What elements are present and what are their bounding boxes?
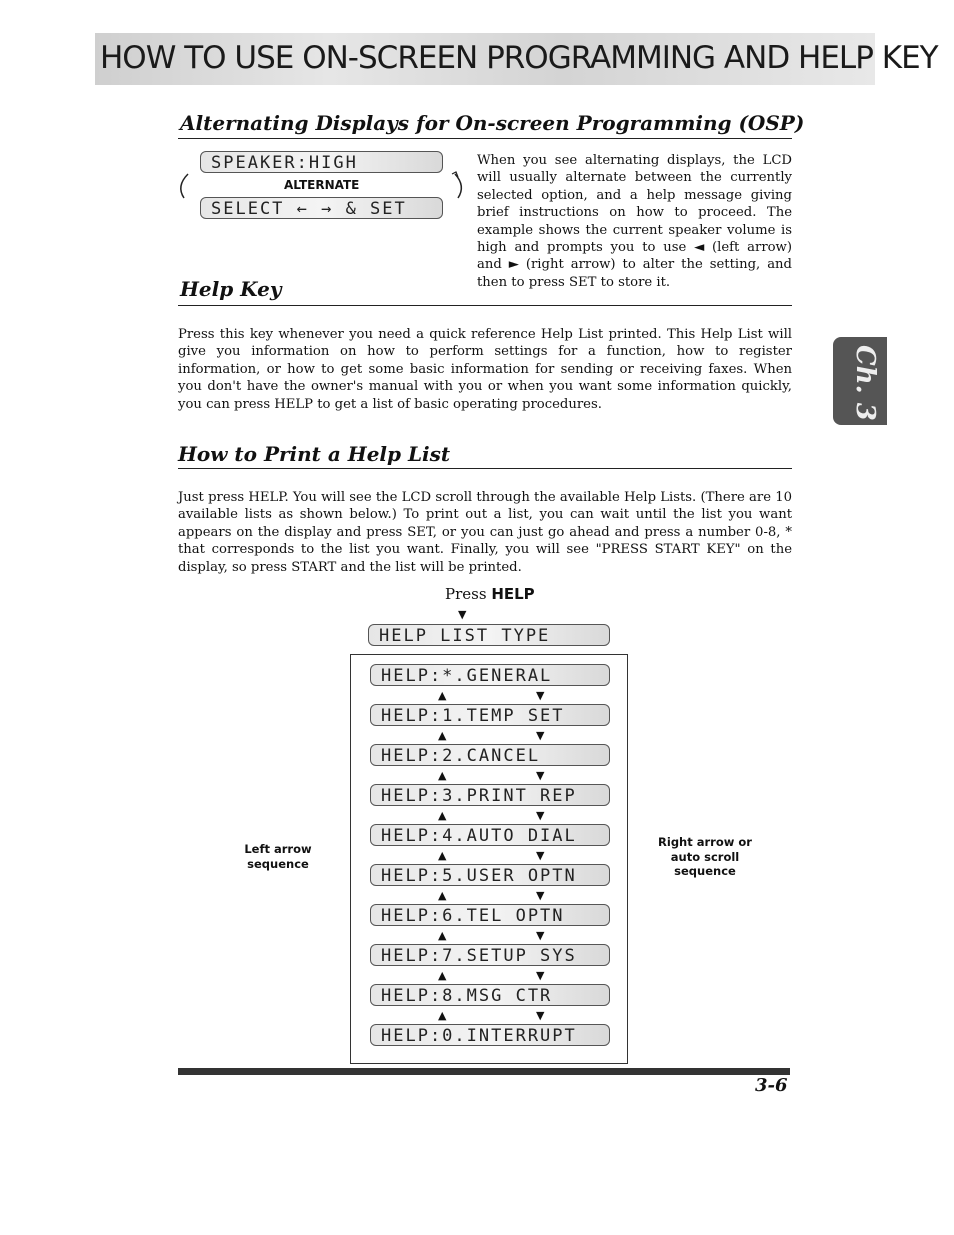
lcd-help-item: HELP:7.SETUP SYS: [370, 944, 610, 966]
up-arrow-icon: ▲: [438, 929, 447, 942]
down-arrow-icon: ▼: [536, 929, 545, 942]
lcd-select-set: SELECT ← → & SET: [200, 197, 443, 219]
lcd-help-item: HELP:5.USER OPTN: [370, 864, 610, 886]
lcd-help-item: HELP:2.CANCEL: [370, 744, 610, 766]
header-title: HOW TO USE ON-SCREEN PROGRAMMING AND HELP KEY: [100, 40, 938, 76]
down-arrow-icon: ▼: [536, 849, 545, 862]
up-arrow-icon: ▲: [438, 1009, 447, 1022]
lcd-help-item: HELP:8.MSG CTR: [370, 984, 610, 1006]
lcd-help-item: HELP:0.INTERRUPT: [370, 1024, 610, 1046]
down-arrow-icon: ▼: [536, 889, 545, 902]
page-number: 3-6: [755, 1075, 788, 1096]
lcd-help-item: HELP:6.TEL OPTN: [370, 904, 610, 926]
press-key-help: HELP: [491, 585, 535, 603]
lcd-help-item: HELP:3.PRINT REP: [370, 784, 610, 806]
down-arrow-icon: ▼: [536, 729, 545, 742]
help-key-rule: [178, 305, 792, 306]
osp-section-title: Alternating Displays for On-screen Programming (OSP): [180, 111, 805, 135]
help-key-title: Help Key: [180, 277, 282, 301]
down-arrow-icon: ▼: [536, 969, 545, 982]
up-arrow-icon: ▲: [438, 729, 447, 742]
up-arrow-icon: ▲: [438, 769, 447, 782]
left-arrow-caption: Left arrow sequence: [244, 842, 312, 871]
chapter-tab-label: Ch. 3: [850, 345, 880, 421]
right-arrow-caption: Right arrow or auto scroll sequence: [658, 835, 752, 878]
print-list-body: Just press HELP. You will see the LCD scroll through the available Help Lists. (There are 10 available lists as shown below.) To print out a list, you can wait until the list you want appears on the display and press SET, or you can just go ahead and press a number 0-8, * that corresponds to the list you want. Finally, you will see "PRESS START KEY" on the display, so press START and the list will be printed.: [178, 490, 792, 575]
lcd-help-item: HELP:*.GENERAL: [370, 664, 610, 686]
lcd-help-list-type: HELP LIST TYPE: [368, 624, 610, 646]
lcd-help-item: HELP:4.AUTO DIAL: [370, 824, 610, 846]
down-arrow-icon: ▼: [536, 689, 545, 702]
alternate-bracket-icon: [170, 168, 470, 208]
alternate-label: ALTERNATE: [284, 178, 360, 192]
up-arrow-icon: ▲: [438, 889, 447, 902]
lcd-help-item: HELP:1.TEMP SET: [370, 704, 610, 726]
up-arrow-icon: ▲: [438, 809, 447, 822]
help-key-body: Press this key whenever you need a quick reference Help List printed. This Help List will give you information on how to perform settings for a function, how to register information, or how to get some basic information for sending or receiving faxes. When you don't have the owner's manual with you or when you want some information quickly, you can press HELP to get a list of basic operating procedures.: [178, 327, 792, 412]
osp-body: When you see alternating displays, the LCD will usually alternate between the currently selected option, and a help message giving brief instructions on how to proceed. The example shows the current speaker volume is high and prompts you to use ◄ (left arrow) and ► (right arrow) to alter the setting, and then to press SET to store it.: [477, 153, 792, 290]
down-arrow-icon: ▼: [536, 769, 545, 782]
down-arrow-icon: ▼: [536, 809, 545, 822]
lcd-speaker-high: SPEAKER:HIGH: [200, 151, 443, 173]
bottom-rule: [178, 1068, 790, 1075]
down-arrow-icon: ▼: [536, 1009, 545, 1022]
press-help-label: [445, 585, 535, 603]
up-arrow-icon: ▲: [438, 689, 447, 702]
print-list-rule: [178, 468, 792, 469]
up-arrow-icon: ▲: [438, 969, 447, 982]
print-list-title: How to Print a Help List: [178, 442, 451, 466]
press-word: Press: [445, 585, 487, 603]
down-arrow-icon: ▼: [458, 608, 467, 621]
osp-title-rule: [178, 138, 792, 139]
up-arrow-icon: ▲: [438, 849, 447, 862]
